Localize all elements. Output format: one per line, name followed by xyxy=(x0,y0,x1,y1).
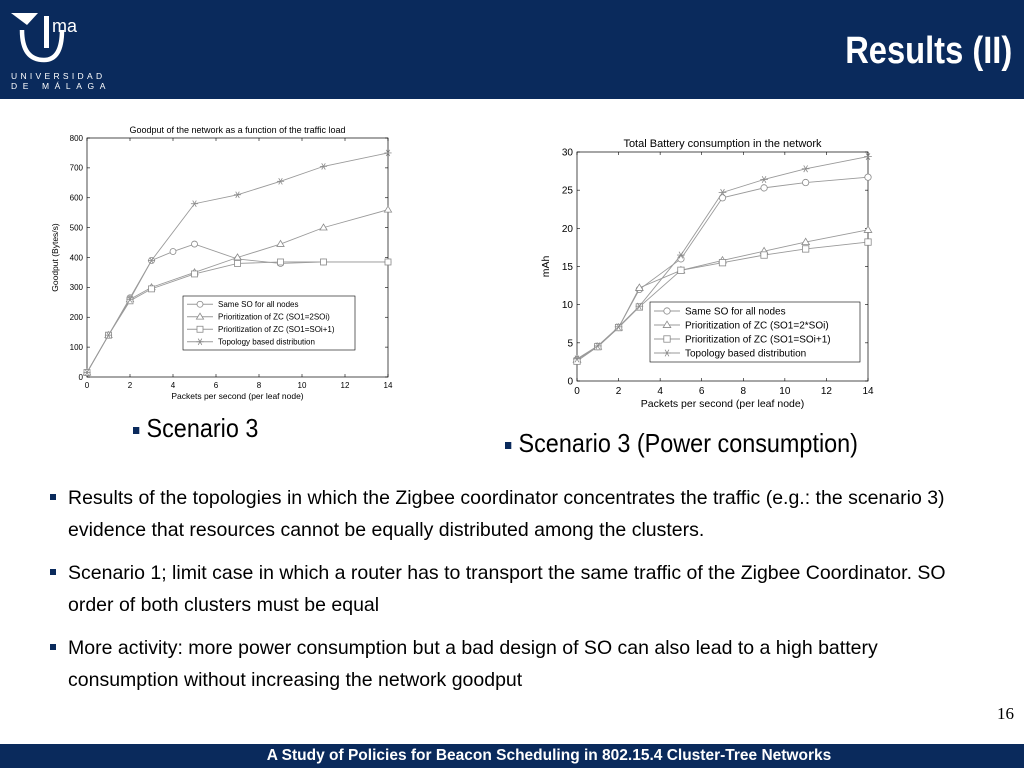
x-tick-label: 8 xyxy=(740,386,747,397)
x-tick-label: 4 xyxy=(657,386,663,397)
y-tick-label: 0 xyxy=(567,376,573,388)
bullet-text: Scenario 1; limit case in which a router has to transport the same traffic of the Zigbee Coordinator. SO order of both clusters must be equal xyxy=(68,562,946,616)
x-tick-label: 6 xyxy=(698,386,705,397)
y-axis-label: mAh xyxy=(540,255,552,278)
x-tick-label: 14 xyxy=(383,381,393,390)
caption-scenario-3 xyxy=(133,413,258,444)
y-tick-label: 100 xyxy=(69,342,83,352)
data-point xyxy=(865,239,871,245)
legend-label: Prioritization of ZC (SO1=SOi+1) xyxy=(218,325,335,335)
bullet-square-icon xyxy=(50,569,56,575)
x-tick-label: 14 xyxy=(862,386,874,397)
data-point xyxy=(719,259,725,265)
data-point xyxy=(192,271,198,277)
x-tick-label: 0 xyxy=(84,381,90,390)
data-point xyxy=(865,174,871,180)
y-axis-label: Goodput (Bytes/s) xyxy=(50,223,60,292)
data-point xyxy=(761,252,767,258)
x-axis-label: Packets per second (per leaf node) xyxy=(171,391,304,401)
bullet-text: Results of the topologies in which the Zigbee coordinator concentrates the traffic (e.g.: the scenario 3) evidence that resources cannot be equally distributed among the clusters. xyxy=(68,487,945,541)
logo-subtitle-university: UNIVERSIDAD xyxy=(11,71,106,81)
goodput-chart xyxy=(45,118,415,408)
y-tick-label: 15 xyxy=(561,262,573,273)
bullet-square-icon xyxy=(50,494,56,500)
data-point xyxy=(802,246,808,252)
legend-label: Prioritization of ZC (SO1=SOi+1) xyxy=(685,334,831,346)
legend-label: Topology based distribution xyxy=(685,348,807,360)
legend-marker xyxy=(197,326,203,332)
slide-title: Results (II) xyxy=(844,30,1012,72)
chart-title: Total Battery consumption in the network xyxy=(623,138,822,150)
legend-label: Same SO for all nodes xyxy=(685,306,786,318)
y-tick-label: 200 xyxy=(69,313,83,323)
data-point xyxy=(235,260,241,266)
bullet-square-icon xyxy=(505,442,511,449)
data-point xyxy=(385,259,391,265)
x-axis-label: Packets per second (per leaf node) xyxy=(640,398,805,410)
y-tick-label: 800 xyxy=(69,133,83,143)
y-tick-label: 25 xyxy=(561,185,573,197)
y-tick-label: 10 xyxy=(561,300,573,312)
caption-text: Scenario 3 (Power consumption) xyxy=(518,428,858,458)
y-tick-label: 0 xyxy=(78,372,83,382)
bullet-square-icon xyxy=(50,644,56,650)
data-point xyxy=(170,249,176,255)
x-tick-label: 12 xyxy=(340,381,350,390)
logo-subtitle-malaga: DE MÁLAGA xyxy=(11,81,111,91)
y-tick-label: 20 xyxy=(561,223,573,235)
data-point xyxy=(192,241,198,247)
logo-emblem-icon xyxy=(11,13,38,25)
x-tick-label: 2 xyxy=(127,381,133,390)
caption-scenario-3-power xyxy=(505,428,858,459)
battery-chart xyxy=(535,128,880,416)
data-point xyxy=(278,259,284,265)
x-tick-label: 8 xyxy=(256,381,262,390)
slide-footer xyxy=(0,744,1024,768)
logo-text: ma xyxy=(52,16,78,36)
data-point xyxy=(802,179,808,185)
y-tick-label: 300 xyxy=(69,283,83,293)
x-tick-label: 12 xyxy=(820,386,832,397)
x-tick-label: 2 xyxy=(615,386,622,397)
x-tick-label: 6 xyxy=(213,381,219,390)
y-tick-label: 5 xyxy=(567,338,573,350)
y-tick-label: 400 xyxy=(69,253,83,263)
data-point xyxy=(678,256,684,262)
bullet-square-icon xyxy=(133,427,139,434)
y-tick-label: 500 xyxy=(69,223,83,233)
slide-header xyxy=(0,0,1024,99)
data-point xyxy=(678,267,684,273)
x-tick-label: 10 xyxy=(779,386,791,397)
data-point xyxy=(321,259,327,265)
legend-marker xyxy=(664,308,670,314)
bullet-item xyxy=(50,632,970,696)
bullet-item xyxy=(50,482,970,546)
y-tick-label: 30 xyxy=(561,147,573,159)
footer-text: A Study of Policies for Beacon Scheduling in 802.15.4 Cluster-Tree Networks xyxy=(266,747,832,764)
caption-text: Scenario 3 xyxy=(146,413,259,443)
legend-label: Prioritization of ZC (SO1=2SOi) xyxy=(218,312,330,322)
bullet-item xyxy=(50,557,970,621)
page-number: 16 xyxy=(997,704,1014,723)
data-point xyxy=(761,185,767,191)
legend-label: Topology based distribution xyxy=(218,337,315,347)
bullet-text: More activity: more power consumption but a bad design of SO can also lead to a high battery consumption without increasing the network goodput xyxy=(68,637,878,691)
chart-title: Goodput of the network as a function of the traffic load xyxy=(129,125,346,135)
legend xyxy=(183,296,355,350)
legend xyxy=(650,302,860,362)
x-tick-label: 4 xyxy=(170,381,176,390)
legend-label: Same SO for all nodes xyxy=(218,300,299,310)
data-point xyxy=(149,286,155,292)
bullet-list xyxy=(50,482,970,707)
legend-marker xyxy=(197,301,203,307)
legend-label: Prioritization of ZC (SO1=2*SOi) xyxy=(685,320,829,332)
y-tick-label: 700 xyxy=(69,163,83,173)
x-tick-label: 10 xyxy=(297,381,307,390)
x-tick-label: 0 xyxy=(574,386,580,397)
y-tick-label: 600 xyxy=(69,193,83,203)
legend-marker xyxy=(664,336,670,342)
